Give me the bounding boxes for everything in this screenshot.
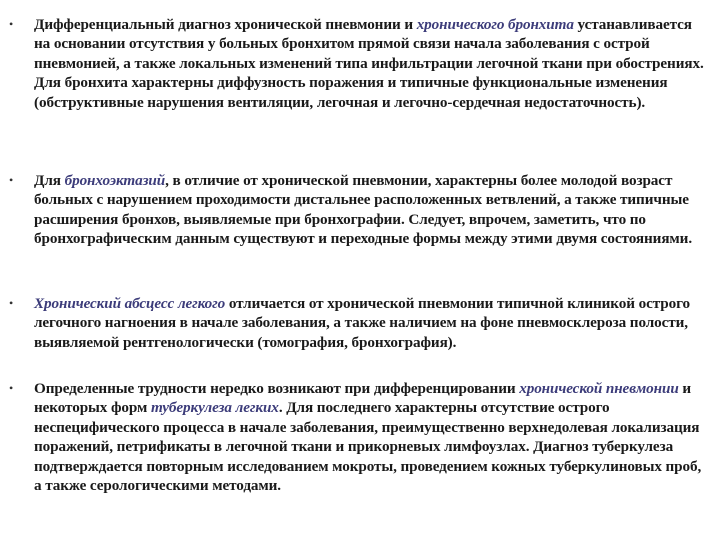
bullet-icon: • (9, 173, 14, 187)
paragraph-text: . Для последнего характерны отсутствие острого неспецифического процесса в начале заболевания, преимущественно верхнедолевая локализация поражений, петрификаты в легочной ткани и прикорневых лимфоузлах. Диагноз туберкулеза подтверждается повторным исследованием мокроты, проведением кожных туберкулиновых проб, а также серологическими методами. (34, 399, 702, 495)
bullet-paragraph (34, 294, 710, 352)
highlighted-term: Хронический абсцесс легкого (34, 295, 226, 312)
highlighted-term: туберкулеза легких (150, 399, 279, 417)
highlighted-term: хронической пневмонии (519, 380, 679, 397)
bullet-icon: • (9, 381, 14, 395)
bullet-icon: • (9, 17, 14, 31)
paragraph-text: устанавливается на основании отсутствия у больных бронхитом прямой связи начала заболевания с острой пневмонией, а также локальных изменений типа инфильтрации легочной ткани при обострениях. Для бронхита характерны диффузность поражения и типичные функциональные изменения (обструктивные нарушения вентиляции, легочная и легочно-сердечная недостаточность). (34, 16, 704, 111)
paragraph-text: отличается от хронической пневмонии типичной клиникой острого легочного нагноения в начале заболевания, а также наличием на фоне пневмосклероза полости, выявляемой рентгенологически (томография, бронхография). (34, 295, 691, 351)
paragraph-text: Дифференциальный диагноз хронической пневмонии и (34, 16, 417, 33)
highlighted-term: бронхоэктазий (64, 172, 166, 189)
bullet-paragraph (34, 15, 710, 112)
highlighted-term: хронического бронхита (416, 16, 574, 33)
bullet-icon: • (9, 296, 14, 310)
paragraph-text: Для (34, 172, 65, 189)
paragraph-text: Определенные трудности нередко возникают при дифференцировании (34, 380, 520, 397)
paragraph-text: , в отличие от хронической пневмонии, характерны более молодой возраст больных с нарушением проходимости дистальнее расположенных ветвлений, а также типичные расширения бронхов, выявляемые при бронхографии. Следует, впрочем, заметить, что по бронхографическим данным существуют и переходные формы между этими двумя состояниями. (34, 172, 693, 248)
bullet-paragraph (34, 171, 710, 249)
bullet-paragraph (34, 379, 710, 495)
paragraph-text: и некоторых форм (34, 380, 692, 417)
